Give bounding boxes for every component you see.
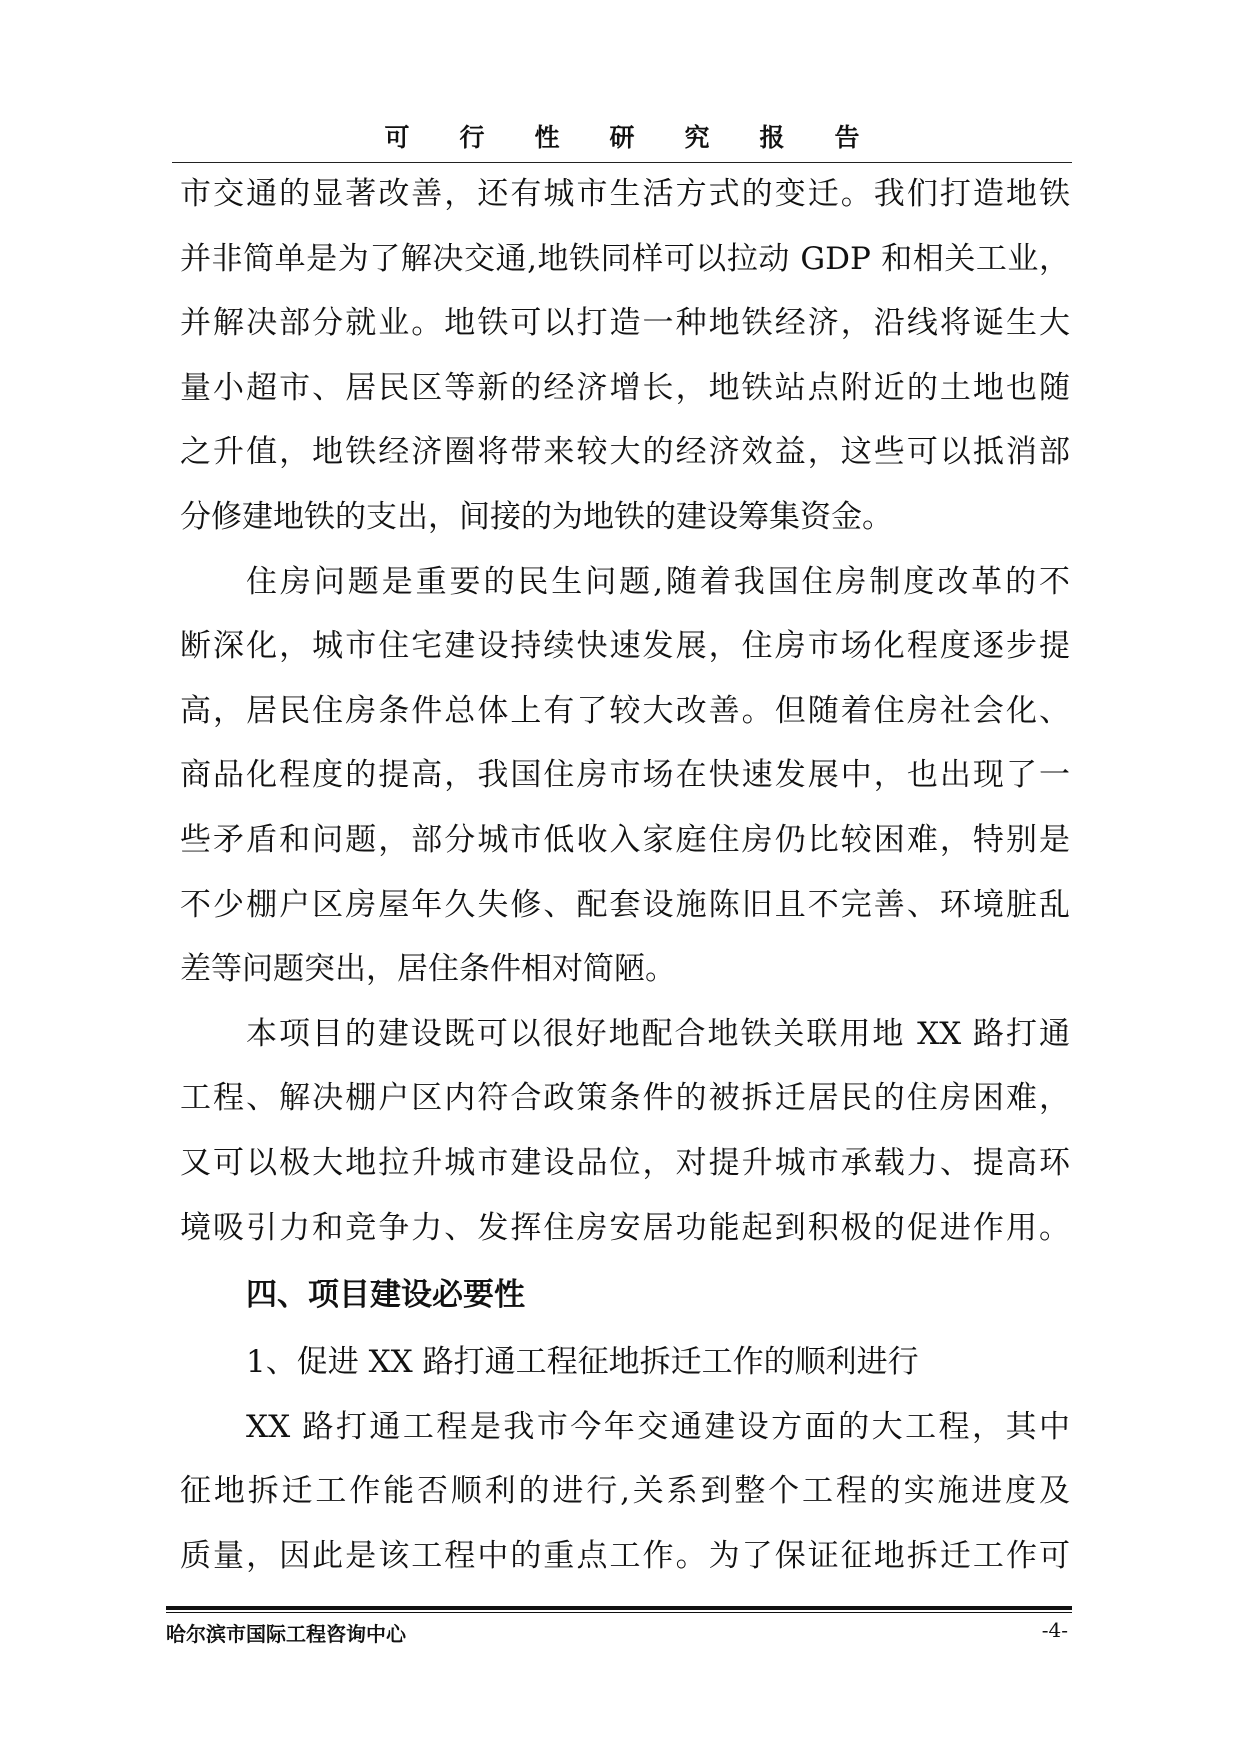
text-line: 本项目的建设既可以很好地配合地铁关联用地 XX 路打通 <box>246 1015 1070 1052</box>
text-line: 住房问题是重要的民生问题,随着我国住房制度改革的不 <box>246 563 1070 600</box>
paragraph-housing-issue <box>180 550 1070 1002</box>
page-header <box>172 112 1072 163</box>
footer-rule <box>166 1606 1072 1610</box>
subsection-heading: 1、促进 XX 路打通工程征地拆迁工作的顺利进行 <box>246 1344 919 1381</box>
text-line: 不少棚户区房屋年久失修、配套设施陈旧且不完善、环境脏乱 <box>180 886 1070 923</box>
text-line: 断深化，城市住宅建设持续快速发展，住房市场化程度逐步提 <box>180 628 1070 665</box>
text-line: 征地拆迁工作能否顺利的进行,关系到整个工程的实施进度及 <box>180 1473 1070 1510</box>
text-line: 工程、解决棚户区内符合政策条件的被拆迁居民的住房困难， <box>180 1080 1070 1117</box>
text-line: 商品化程度的提高，我国住房市场在快速发展中，也出现了一 <box>180 757 1070 794</box>
text-line: 高，居民住房条件总体上有了较大改善。但随着住房社会化、 <box>180 692 1070 729</box>
text-line: 些矛盾和问题，部分城市低收入家庭住房仍比较困难，特别是 <box>180 821 1070 858</box>
paragraph-project-benefits <box>180 1002 1070 1260</box>
text-line: 市交通的显著改善，还有城市生活方式的变迁。我们打造地铁 <box>180 176 1070 212</box>
text-line: 之升值，地铁经济圈将带来较大的经济效益，这些可以抵消部 <box>180 434 1070 471</box>
page-number: -4- <box>1041 1618 1068 1642</box>
header-title: 可行性研究报告 <box>384 123 910 152</box>
text-line: 并解决部分就业。地铁可以打造一种地铁经济，沿线将诞生大 <box>180 305 1070 342</box>
section-heading: 四、项目建设必要性 <box>246 1277 525 1314</box>
text-line: 分修建地铁的支出，间接的为地铁的建设筹集资金。 <box>180 498 893 535</box>
paragraph-subway-economy <box>180 162 1070 550</box>
text-line: XX 路打通工程是我市今年交通建设方面的大工程，其中 <box>246 1408 1070 1445</box>
text-line: 质量，因此是该工程中的重点工作。为了保证征地拆迁工作可 <box>180 1537 1070 1574</box>
text-line: 又可以极大地拉升城市建设品位，对提升城市承载力、提高环 <box>180 1144 1070 1181</box>
text-line: 并非简单是为了解决交通,地铁同样可以拉动 GDP 和相关工业， <box>180 240 1070 277</box>
text-line: 量小超市、居民区等新的经济增长，地铁站点附近的土地也随 <box>180 369 1070 406</box>
page-footer <box>166 1606 1072 1646</box>
footer-rule-thin <box>166 1612 1072 1613</box>
text-line: 差等问题突出，居住条件相对简陋。 <box>180 951 676 988</box>
document-body <box>180 162 1070 1588</box>
footer-organization: 哈尔滨市国际工程咨询中心 <box>166 1622 406 1646</box>
paragraph-road-project <box>180 1395 1070 1589</box>
text-line: 境吸引力和竞争力、发挥住房安居功能起到积极的促进作用。 <box>180 1209 1070 1246</box>
